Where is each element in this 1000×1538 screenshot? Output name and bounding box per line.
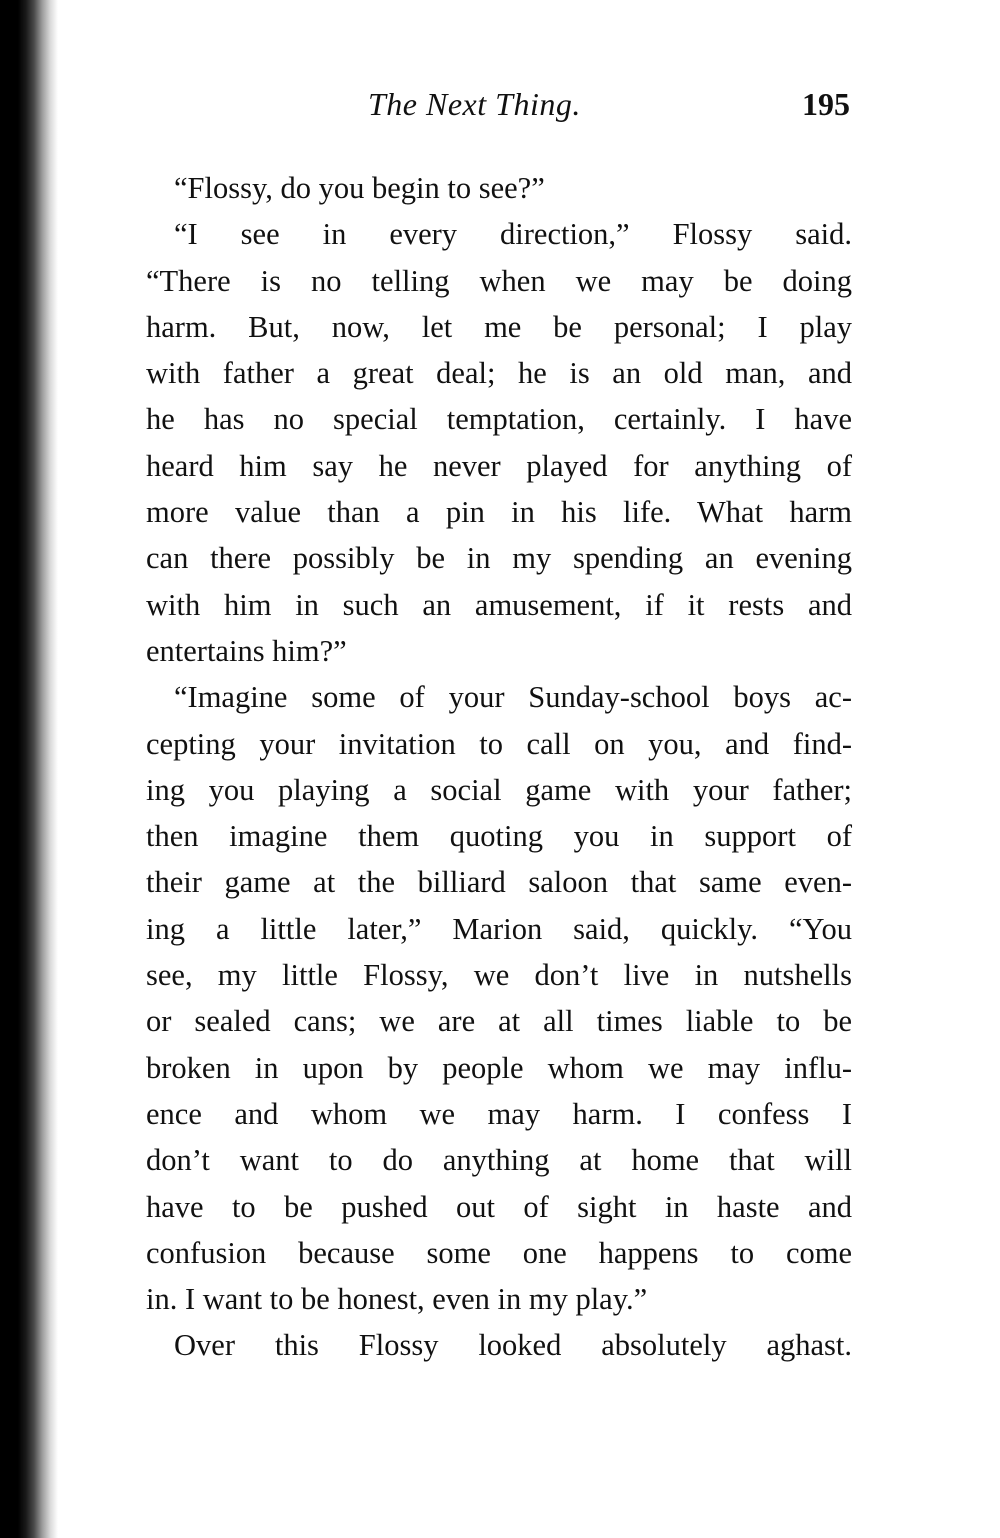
text-line: he has no special temptation, certainly. I have (146, 402, 852, 437)
text-line: heard him say he never played for anything of (146, 448, 852, 483)
text-line: don’t want to do anything at home that will (146, 1143, 852, 1178)
text-line: with him in such an amusement, if it rests and (146, 587, 852, 622)
text-line: “There is no telling when we may be doing (146, 263, 852, 298)
text-line: cepting your invitation to call on you, and find- (146, 726, 852, 761)
page-number: 195 (802, 86, 850, 122)
text-line: “I see in every direction,” Flossy said. (174, 217, 852, 252)
text-line: “Flossy, do you begin to see?” (174, 171, 545, 205)
text-line: have to be pushed out of sight in haste and (146, 1189, 852, 1224)
text-line: then imagine them quoting you in support of (146, 819, 852, 854)
text-line: ence and whom we may harm. I confess I (146, 1096, 852, 1131)
text-line: in. I want to be honest, even in my play.” (146, 1282, 648, 1317)
text-line: ing you playing a social game with your father; (146, 772, 852, 807)
text-line: ing a little later,” Marion said, quickly. “You (146, 911, 852, 946)
text-line: broken in upon by people whom we may influ- (146, 1050, 852, 1085)
running-head (140, 86, 860, 130)
text-line: confusion because some one happens to come (146, 1235, 852, 1270)
text-line: their game at the billiard saloon that same even- (146, 865, 852, 900)
text-line: with father a great deal; he is an old man, and (146, 356, 852, 391)
body-text (146, 165, 852, 1369)
text-line: Over this Flossy looked absolutely aghast. (174, 1328, 852, 1363)
text-line: can there possibly be in my spending an evening (146, 541, 852, 576)
text-line: entertains him?” (146, 633, 347, 668)
text-line: see, my little Flossy, we don’t live in nutshells (146, 958, 852, 993)
binding-edge-shadow (0, 0, 58, 1538)
text-line: more value than a pin in his life. What harm (146, 495, 852, 530)
text-line: “Imagine some of your Sunday-school boys ac- (174, 680, 852, 715)
text-line: or sealed cans; we are at all times liable to be (146, 1004, 852, 1039)
text-line: harm. But, now, let me be personal; I play (146, 309, 852, 344)
running-title: The Next Thing. (368, 86, 581, 122)
